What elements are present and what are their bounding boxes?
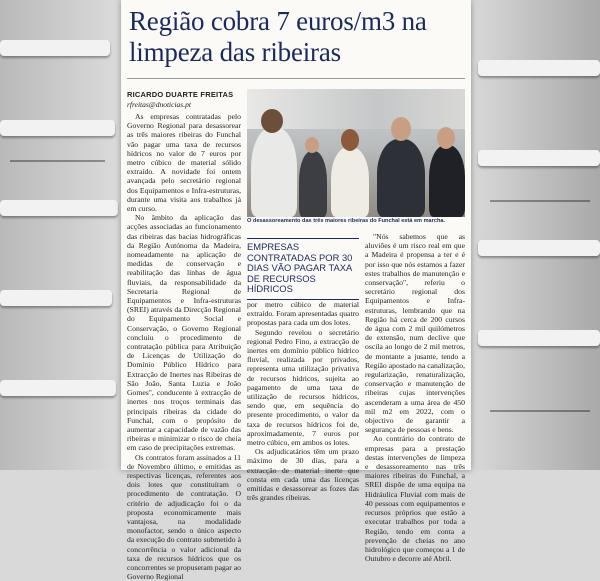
- headline-divider: [127, 78, 465, 79]
- paragraph: No âmbito da aplicação das acções associadas ao funcionamento das ribeiras das bacias hidrográficas da Região Autónoma da Madeira, nomeadamente na aplicação de medidas de conservação e reabilitação das linhas de água fluviais, da responsabilidade da Secretaria Regional de Equipamentos e Infra-estruturas (SREI) através da Direcção Regional do Equipamento Social e Conservação, o Governo Regional concluiu o procedimento de contratação pública para Atribuição de Licenças de Utilização do Domínio Público Hídrico para Extracção de Inertes nas Ribeiras de São João, Santa Luzia e João Gomes", conducente à extracção de inertes nos troços terminais das principais ribeiras da cidade do Funchal, com o propósito de aumentar a capacidade de vazão das ribeiras e minimizar o risco de cheia em caso de precipitações extremas.: [127, 213, 241, 453]
- paragraph: As empresas contratadas pelo Governo Regional para desassorear as três maiores ribeiras do Funchal vão pagar uma taxa de recursos hídricos no valor de 7 euros por metro cúbico de material sólido extraído. A novidade foi ontem avançada pelo secretário regional dos Equipamentos e Infra-estruturas, durante uma visita aos trabalhos já em curso.: [127, 112, 241, 214]
- paragraph: Ao contrário do contrato de empresas para a prestação destas intervenções de limpeza e desassoreamento nas três maiores ribeiras do Funchal, a SREI dispõe de uma equipa na Hidráulica Fluvial com mais de 40 pessoas com equipamentos e recursos próprios que estão a executar trabalhos por toda a Região, tendo em conta a prevenção de cheias no ano hidrológico que começou a 1 de Outubro e decorre até Abril.: [365, 434, 465, 564]
- byline-email[interactable]: rfreitas@dnoticias.pt: [127, 100, 191, 109]
- newspaper-clipping: [121, 0, 471, 581]
- body-column-2: [247, 300, 359, 503]
- paragraph: "Nós sabemos que as aluviões é um risco real em que a Madeira é propensa a ter e é por isso que nós estamos a fazer estes trabalhos de manutenção e conservação", referiu o secretário regional dos Equipamentos e Infra-estruturas, lembrando que na Região há cerca de 200 cursos de água com 2 mil quilómetros de extensão, num declive que oscila ao longo de 2 mil metros, de montante a jusante, tendo a Região apostado na canalização, regularização, renaturalização, conservação e manutenção de ribeiras cujas intervenções ascenderam a uma área de 450 mil m2 em 2022, com o objectivo de garantir a segurança de pessoas e bens.: [365, 232, 465, 435]
- photo-caption: O desassoreamento das três maiores ribeiras do Funchal está em marcha.: [247, 218, 446, 224]
- paragraph: Os adjudicatários têm um prazo máximo de 30 dias, para a extracção de material inerte que consta em cada uma das licenças emitidas e desassorear as fozes das três grandes ribeiras.: [247, 447, 359, 503]
- pull-quote-text: EMPRESAS CONTRATADAS POR 30 DIAS VÃO PAGAR TAXA DE RECURSOS HÍDRICOS: [247, 241, 353, 294]
- paragraph: Os contratos foram assinados a 11 de Novembro último, e emitidas as respectivas licenças, referentes aos dois lotes que constituíram o procedimento de contratação. O critério de adjudicação foi o da proposta economicamente mais vantajosa, na modalidade monofactor, sendo o único aspecto da execução do contrato submetido à concorrência o valor adicional da taxa de recursos hídricos que os concorrentes se propuseram pagar ao Governo Regional: [127, 452, 241, 581]
- paragraph: por metro cúbico de material extraído. Foram apresentadas quatro propostas para cada um dos lotes.: [247, 300, 359, 328]
- body-column-1: [127, 112, 241, 581]
- pull-quote: [247, 238, 359, 300]
- paragraph: Segundo revelou o secretário regional Pedro Fino, a extracção de inertes em domínio público hídrico fluvial, realizada por privados, representa uma utilização privativa de recursos hídricos, sujeita ao pagamento de uma taxa de utilização de recursos hídricos, sendo que, em sequência do presente procedimento, o valor da taxa de recursos hídricos foi de, aproximadamente, 7 euros por metro cúbico, em ambos os lotes.: [247, 327, 359, 448]
- body-column-3: [365, 232, 465, 564]
- byline-author: RICARDO DUARTE FREITAS: [127, 90, 234, 99]
- headline: Região cobra 7 euros/m3 na limpeza das ribeiras: [129, 6, 427, 67]
- article-photo: [247, 89, 465, 217]
